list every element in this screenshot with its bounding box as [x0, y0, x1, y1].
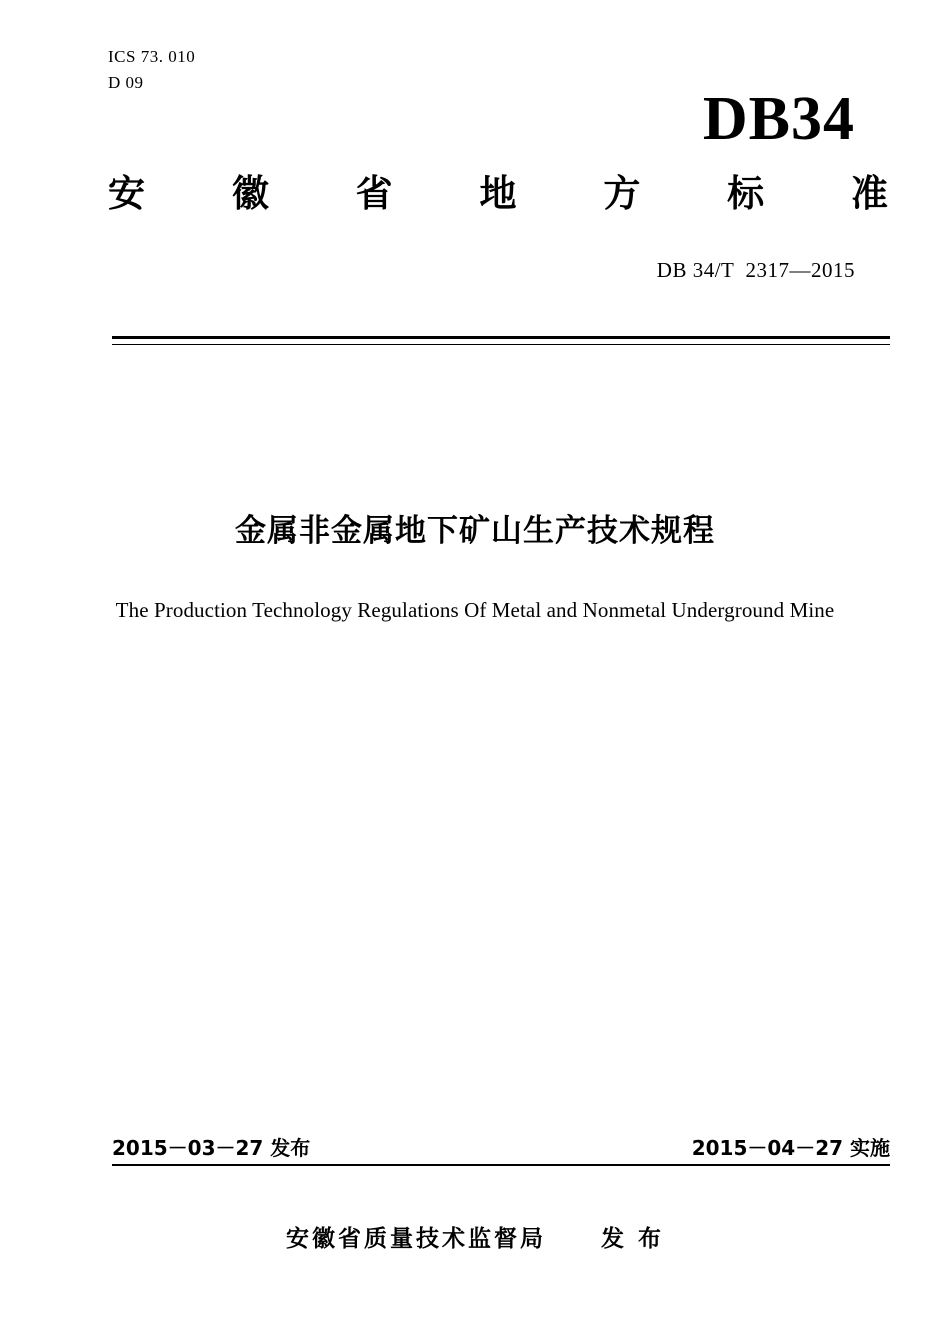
std-char-6: 标 — [727, 172, 765, 215]
std-char-1: 安 — [108, 172, 145, 215]
header-divider-thick — [112, 336, 890, 339]
implementation-date: 2015－04－27 实施 — [691, 1136, 890, 1160]
header-divider-thin — [112, 344, 890, 345]
std-char-2: 徽 — [231, 172, 269, 215]
document-title-chinese: 金属非金属地下矿山生产技术规程 — [235, 513, 715, 549]
document-title-english: The Production Technology Regulations Of Metal and Nonmetal Underground Mine — [115, 598, 835, 622]
ics-number: ICS 73. 010 — [108, 47, 196, 66]
standard-number: DB 34/T 2317—2015 — [656, 258, 855, 282]
date-row — [112, 1132, 890, 1161]
ics-classification-block — [108, 44, 195, 97]
std-char-4: 地 — [479, 172, 517, 215]
std-char-3: 省 — [355, 172, 393, 215]
ccs-number: D 09 — [108, 73, 144, 93]
issue-date: 2015－03－27 发布 — [112, 1136, 311, 1160]
standard-type-heading — [108, 172, 888, 215]
footer-divider — [112, 1164, 890, 1166]
db34-logo: DB34 — [702, 85, 855, 153]
std-char-7: 准 — [850, 172, 888, 215]
issuing-authority: 安徽省质量技术监督局 发 布 — [285, 1226, 665, 1252]
std-char-5: 方 — [603, 172, 641, 215]
